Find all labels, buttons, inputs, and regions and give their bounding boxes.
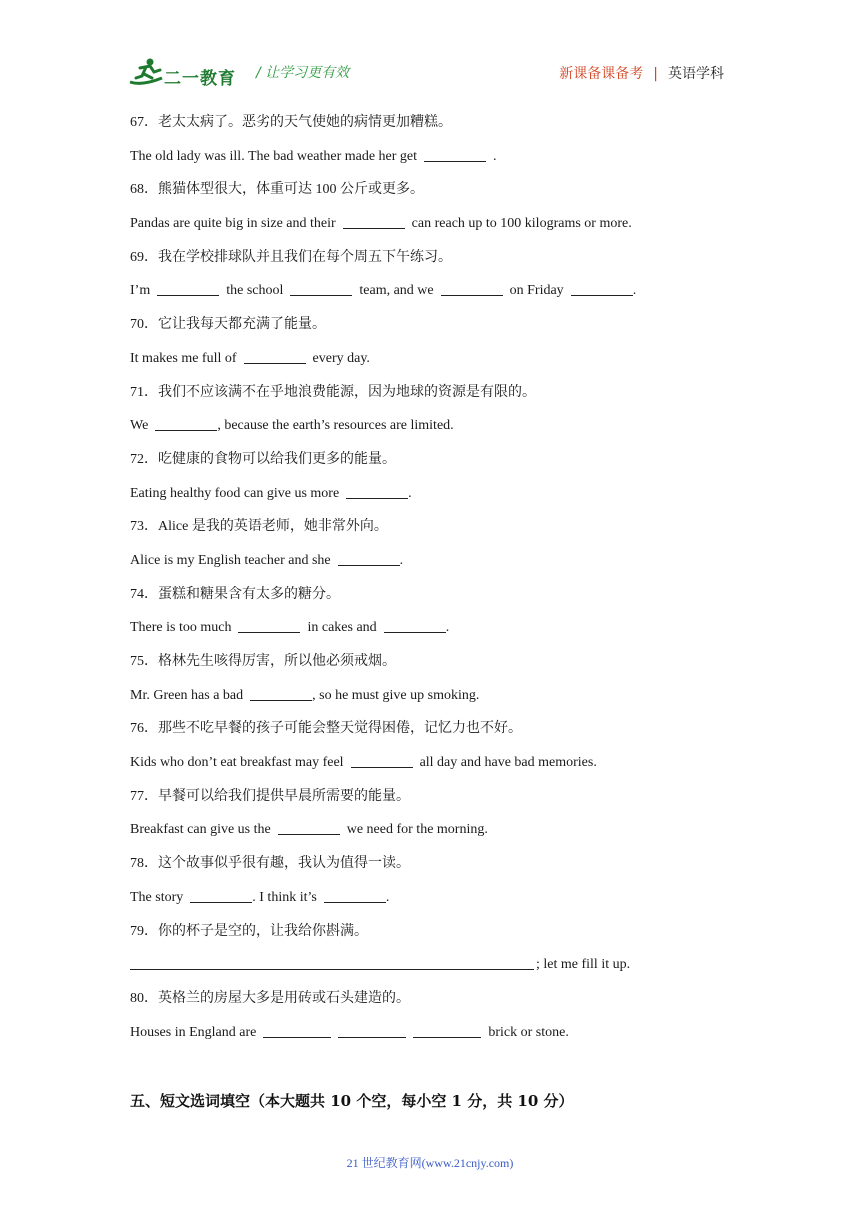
question-sentence bbox=[130, 1016, 730, 1050]
answer-blank[interactable] bbox=[346, 483, 408, 499]
sentence-text: . bbox=[445, 620, 450, 636]
question-prompt: 75．格林先生咳得厉害，所以他必须戒烟。 bbox=[130, 654, 396, 669]
sentence-text: on Friday bbox=[509, 283, 564, 299]
answer-blank[interactable] bbox=[190, 887, 252, 903]
logo-text: 二一教育 bbox=[164, 69, 236, 89]
answer-blank[interactable] bbox=[278, 819, 340, 835]
sentence-text: Alice is my English teacher and she bbox=[130, 552, 331, 568]
sentence-text: We bbox=[130, 418, 149, 434]
sentence-text: we need for the morning. bbox=[346, 822, 488, 838]
question-sentence bbox=[130, 274, 730, 308]
question-sentence bbox=[130, 948, 730, 982]
sentence-text: can reach up to 100 kilograms or more. bbox=[411, 216, 632, 232]
sentence-text: The story bbox=[130, 889, 184, 905]
answer-blank[interactable] bbox=[338, 550, 400, 566]
question-prompt: 71．我们不应该满不在乎地浪费能源，因为地球的资源是有限的。 bbox=[130, 384, 536, 400]
sentence-text: There is too much bbox=[130, 620, 232, 636]
question-prompt: 76．那些不吃早餐的孩子可能会整天觉得困倦，记忆力也不好。 bbox=[130, 721, 522, 737]
sentence-text: every day. bbox=[312, 350, 370, 366]
answer-blank[interactable] bbox=[238, 617, 300, 633]
question-sentence bbox=[130, 544, 730, 578]
header-right bbox=[559, 63, 724, 83]
sentence-text: the school bbox=[226, 283, 284, 299]
question-prompt: 79．你的杯子是空的，让我给你斟满。 bbox=[130, 923, 368, 939]
answer-blank[interactable] bbox=[441, 280, 503, 296]
sentence-text: I’m bbox=[130, 283, 151, 299]
question-prompt: 72．吃健康的食物可以给我们更多的能量。 bbox=[130, 451, 396, 467]
sentence-text: team, and we bbox=[359, 283, 434, 299]
question-prompt: 67．老太太病了。恶劣的天气使她的病情更加糟糕。 bbox=[130, 115, 452, 130]
section-title: 五、短文选词填空（本大题共 10 个空，每小空 1 分，共 10 分） bbox=[130, 1092, 574, 1110]
sentence-text: , so he must give up smoking. bbox=[312, 687, 480, 703]
logo bbox=[128, 56, 246, 88]
sentence-text: . bbox=[632, 283, 637, 299]
question-prompt: 74．蛋糕和糖果含有太多的糖分。 bbox=[130, 586, 340, 602]
answer-blank[interactable] bbox=[424, 146, 486, 162]
question-prompt: 69．我在学校排球队并且我们在每个周五下午练习。 bbox=[130, 249, 452, 265]
sentence-text: , because the earth’s resources are limited. bbox=[217, 418, 454, 434]
answer-blank[interactable] bbox=[290, 280, 352, 296]
question-list bbox=[130, 106, 730, 1049]
header-tag: 新课备课备考 bbox=[559, 66, 644, 82]
answer-blank[interactable] bbox=[244, 348, 306, 364]
sentence-text: brick or stone. bbox=[488, 1024, 569, 1040]
sentence-text: . bbox=[385, 889, 390, 905]
question-prompt: 73．Alice 是我的英语老师，她非常外向。 bbox=[130, 519, 388, 535]
question-sentence bbox=[130, 409, 730, 443]
sentence-text: . bbox=[408, 485, 412, 501]
answer-blank[interactable] bbox=[571, 280, 633, 296]
sentence-text: Breakfast can give us the bbox=[130, 822, 271, 838]
answer-blank[interactable] bbox=[155, 415, 217, 431]
sentence-text: . I think it’s bbox=[252, 889, 317, 905]
sentence-text: all day and have bad memories. bbox=[419, 755, 597, 771]
answer-blank[interactable] bbox=[324, 887, 386, 903]
question-prompt: 80．英格兰的房屋大多是用砖或石头建造的。 bbox=[130, 990, 410, 1006]
sentence-text: Kids who don’t eat breakfast may feel bbox=[130, 755, 344, 771]
slogan: / 让学习更有效 bbox=[256, 65, 350, 81]
page-header bbox=[0, 0, 860, 100]
question-sentence bbox=[130, 342, 730, 376]
sentence-text: The old lady was ill. The bad weather made her get bbox=[130, 148, 418, 164]
question-sentence bbox=[130, 881, 730, 915]
sentence-text: in cakes and bbox=[307, 620, 377, 636]
question-prompt: 68．熊猫体型很大，体重可达 100 公斤或更多。 bbox=[130, 182, 424, 198]
sentence-text: Eating healthy food can give us more bbox=[130, 485, 340, 501]
question-sentence bbox=[130, 140, 730, 174]
question-sentence bbox=[130, 477, 730, 511]
answer-blank[interactable] bbox=[130, 954, 534, 970]
sentence-text: Mr. Green has a bad bbox=[130, 687, 244, 703]
question-sentence bbox=[130, 746, 730, 780]
sentence-text: Houses in England are bbox=[130, 1024, 257, 1040]
question-prompt: 70．它让我每天都充满了能量。 bbox=[130, 317, 326, 333]
question-prompt: 78．这个故事似乎很有趣，我认为值得一读。 bbox=[130, 856, 410, 872]
answer-blank[interactable] bbox=[263, 1022, 331, 1038]
question-prompt: 77．早餐可以给我们提供早晨所需要的能量。 bbox=[130, 788, 410, 804]
header-subject: 英语学科 bbox=[668, 66, 724, 82]
question-sentence bbox=[130, 207, 730, 241]
answer-blank[interactable] bbox=[343, 213, 405, 229]
sentence-text: Pandas are quite big in size and their bbox=[130, 216, 336, 232]
page-footer: 21 世纪教育网(www.21cnjy.com) bbox=[346, 1156, 514, 1170]
header-separator: | bbox=[653, 66, 658, 82]
answer-blank[interactable] bbox=[338, 1022, 406, 1038]
answer-blank[interactable] bbox=[413, 1022, 481, 1038]
sentence-text: . bbox=[399, 552, 404, 568]
question-sentence bbox=[130, 611, 730, 645]
question-sentence bbox=[130, 813, 730, 847]
answer-blank[interactable] bbox=[384, 617, 446, 633]
question-sentence bbox=[130, 679, 730, 713]
answer-blank[interactable] bbox=[250, 685, 312, 701]
sentence-text: . bbox=[493, 148, 497, 164]
sentence-text: ; let me fill it up. bbox=[536, 957, 631, 973]
sentence-text: It makes me full of bbox=[130, 350, 237, 366]
answer-blank[interactable] bbox=[351, 752, 413, 768]
runner-logo-icon bbox=[128, 56, 168, 88]
answer-blank[interactable] bbox=[157, 280, 219, 296]
